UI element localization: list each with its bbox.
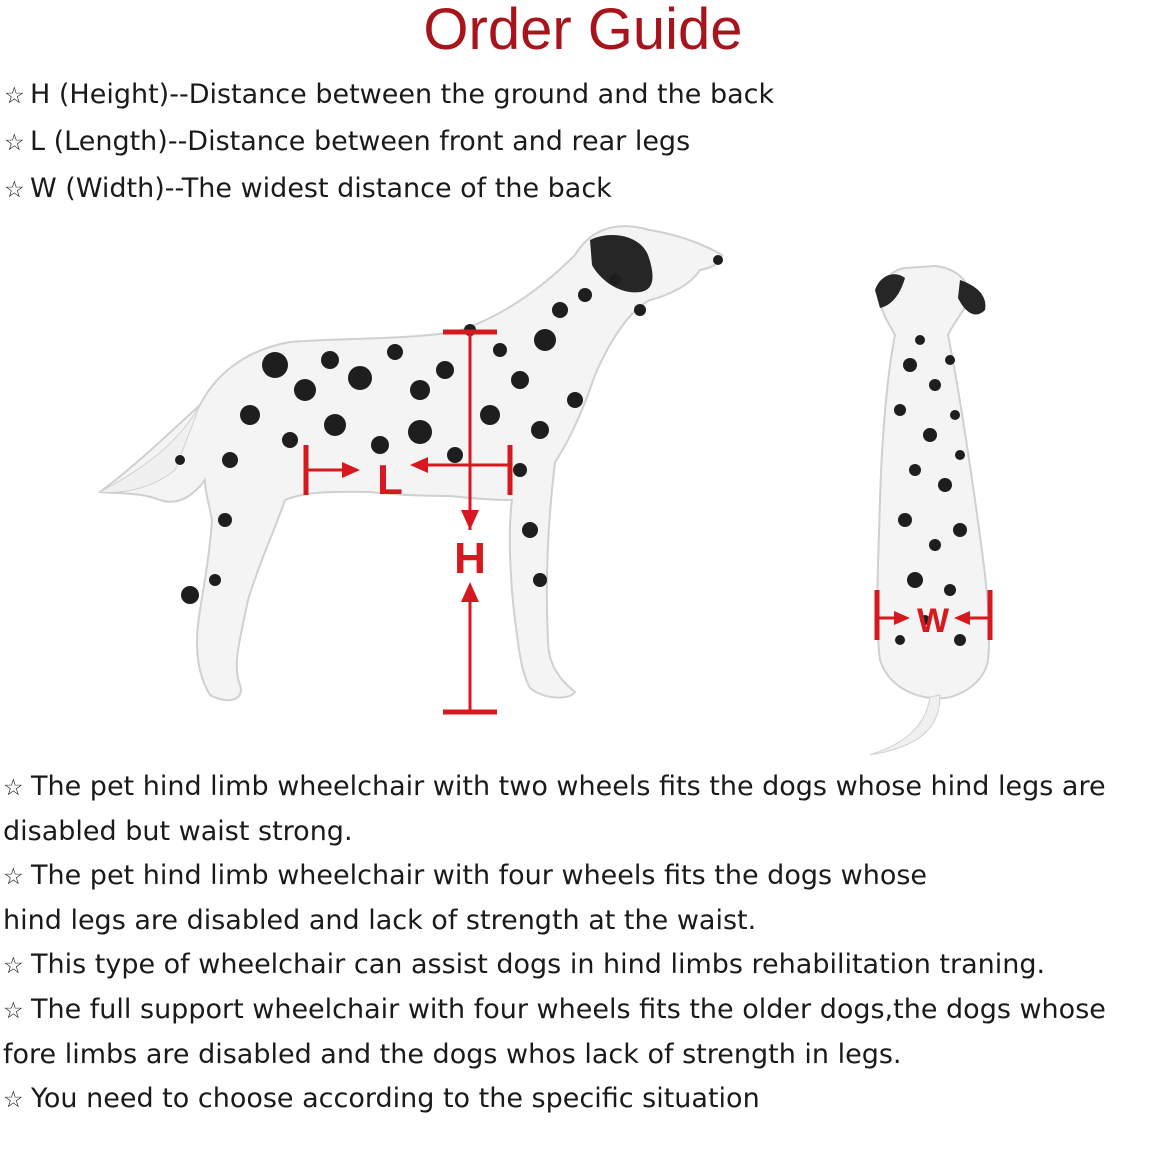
definition-text: H (Height)--Distance between the ground and the back: [30, 79, 775, 110]
note-item: [3, 854, 1163, 943]
star-icon: ☆: [3, 775, 24, 801]
star-icon: ☆: [3, 998, 24, 1024]
height-label: H: [454, 534, 486, 583]
notes-list: [3, 765, 1163, 1122]
measurement-figure: [0, 200, 1166, 765]
length-label: L: [377, 456, 403, 503]
note-item: [3, 765, 1163, 854]
star-icon: ☆: [3, 953, 24, 979]
note-text: The pet hind limb wheelchair with four wheels fits the dogs whose: [31, 860, 928, 891]
note-text: This type of wheelchair can assist dogs in hind limbs rehabilitation traning.: [31, 949, 1046, 980]
note-text: The full support wheelchair with four wheels fits the older dogs,the dogs whose fore limbs are disabled and the dogs whos lack of strength in legs.: [3, 994, 1106, 1070]
note-item: [3, 988, 1163, 1077]
top-view-dog-illustration: [870, 266, 989, 755]
star-icon: ☆: [4, 130, 25, 156]
star-icon: ☆: [4, 177, 25, 203]
width-label: W: [916, 602, 950, 640]
note-text: You need to choose according to the specific situation: [31, 1083, 760, 1114]
definition-length: [4, 119, 774, 166]
note-text-continued: hind legs are disabled and lack of strength at the waist.: [3, 905, 757, 936]
definition-text: L (Length)--Distance between front and rear legs: [30, 126, 691, 157]
definition-height: [4, 72, 774, 119]
star-icon: ☆: [3, 864, 24, 890]
note-item: [3, 1077, 1163, 1122]
side-view-dog-illustration: [100, 226, 723, 700]
definition-list: [4, 72, 774, 213]
star-icon: ☆: [3, 1087, 24, 1113]
definition-text: W (Width)--The widest distance of the back: [30, 173, 612, 204]
note-item: [3, 943, 1163, 988]
page-title: Order Guide: [423, 0, 743, 62]
note-text: The pet hind limb wheelchair with two wheels fits the dogs whose hind legs are disabled but waist strong.: [3, 771, 1106, 847]
star-icon: ☆: [4, 83, 25, 109]
